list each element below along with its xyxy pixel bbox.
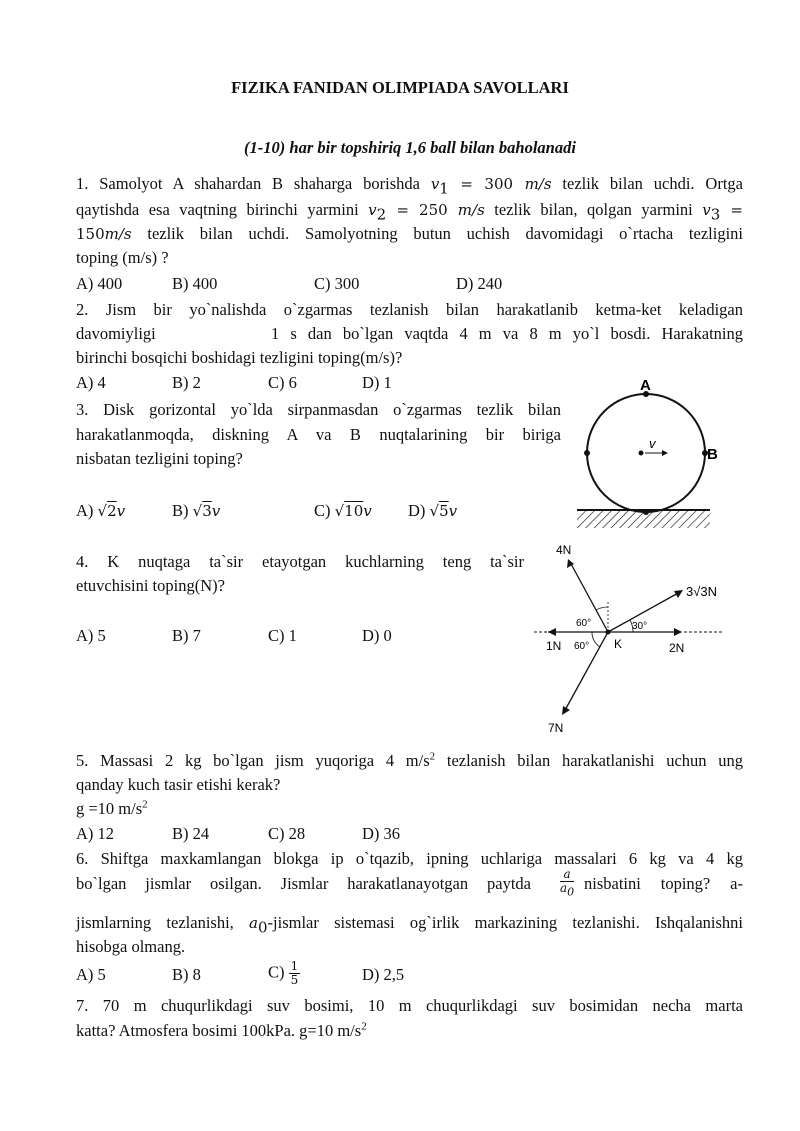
q5-line-3: g =10 $m/s^2$ bbox=[76, 798, 148, 818]
q5-line-2: qanday kuch tasir etishi kerak? bbox=[76, 775, 281, 794]
q5-option-d[interactable]: D) 36 bbox=[362, 824, 401, 843]
label-3sqrt3n: 3√3N bbox=[686, 584, 717, 599]
label-a: A bbox=[640, 377, 651, 394]
label-7n: 7N bbox=[548, 721, 564, 735]
q1-option-a[interactable]: A) 400 bbox=[76, 274, 123, 293]
point-k bbox=[606, 630, 611, 635]
q4-option-c[interactable]: C) 1 bbox=[268, 626, 297, 645]
q2-line-3: birinchi bosqichi boshidagi tezligini toping(m/s)? bbox=[76, 348, 403, 367]
label-b: B bbox=[707, 446, 718, 463]
disk-figure bbox=[565, 370, 725, 540]
q5-option-a[interactable]: A) 12 bbox=[76, 824, 115, 843]
q6-option-a[interactable]: A) 5 bbox=[76, 965, 106, 984]
q4-option-a[interactable]: A) 5 bbox=[76, 626, 106, 645]
q2-option-a[interactable]: A) 4 bbox=[76, 373, 106, 392]
q1-line-1: 1. Samolyot A shahardan B shaharga borishda $v_1 = 300$ m/s tezlik bilan uchdi. Ortga bbox=[76, 174, 743, 198]
force-1n-arrowhead bbox=[548, 628, 556, 636]
q2-option-b[interactable]: B) 2 bbox=[172, 373, 201, 392]
q1-option-b[interactable]: B) 400 bbox=[172, 274, 218, 293]
q3-option-d[interactable]: D) √5v bbox=[408, 501, 458, 520]
q2-line-2: davomiyligi 1 s dan bo`lgan vaqtda 4 m va 8 m yo`l bosdi. Harakatning bbox=[76, 324, 743, 343]
q6-option-c[interactable]: C) $\frac{1}{5}$ bbox=[268, 959, 299, 987]
point-bottom bbox=[643, 509, 649, 515]
q5-option-c[interactable]: C) 28 bbox=[268, 824, 306, 843]
q4-option-d[interactable]: D) 0 bbox=[362, 626, 392, 645]
force-2n-arrowhead bbox=[674, 628, 682, 636]
q7-line-2: katta? Atmosfera bosimi 100kPa. g=10 $m/s^2$ bbox=[76, 1020, 367, 1040]
q1-line-4: toping (m/s) ? bbox=[76, 248, 169, 267]
label-angle-60-bottom: 60° bbox=[574, 641, 590, 652]
label-2n: 2N bbox=[669, 641, 685, 655]
q2-option-c[interactable]: C) 6 bbox=[268, 373, 297, 392]
q3-option-b[interactable]: B) √3v bbox=[172, 501, 221, 520]
label-angle-60-top: 60° bbox=[576, 618, 592, 629]
q6-option-b[interactable]: B) 8 bbox=[172, 965, 201, 984]
point-left bbox=[584, 450, 590, 456]
q6-line-2: bo`lgan jismlar osilgan. Jismlar harakatlanayotgan paytda $\frac{a}{a_0}$ nisbatini toping? a- bbox=[76, 867, 743, 899]
q6-line-1: 6. Shiftga maxkamlangan blokga ip o`tqazib, ipning uchlariga massalari 6 kg va 4 kg bbox=[76, 849, 743, 868]
label-4n: 4N bbox=[556, 543, 572, 557]
page-title: FIZIKA FANIDAN OLIMPIADA SAVOLLARI bbox=[231, 78, 569, 97]
q1-option-d[interactable]: D) 240 bbox=[456, 274, 503, 293]
q1-line-2: qaytishda esa vaqtning birinchi yarmini $v_2 = 250$ m/s tezlik bilan, qolgan yarmini $v_3$ = bbox=[76, 200, 743, 224]
force-diagram bbox=[530, 540, 730, 740]
q4-option-b[interactable]: B) 7 bbox=[172, 626, 201, 645]
q7-line-1: 7. 70 m chuqurlikdagi suv bosimi, 10 m chuqurlikdagi suv bosimidan necha marta bbox=[76, 996, 743, 1015]
center-point bbox=[639, 451, 644, 456]
angle-arc-3 bbox=[592, 632, 600, 647]
q3-option-c[interactable]: C) √10v bbox=[314, 501, 372, 520]
label-v: v bbox=[649, 436, 656, 451]
q3-line-3: nisbatan tezligini toping? bbox=[76, 449, 243, 468]
q6-option-d[interactable]: D) 2,5 bbox=[362, 965, 405, 984]
page-subtitle: (1-10) har bir topshiriq 1,6 ball bilan baholanadi bbox=[244, 138, 576, 157]
q4-line-1: 4. K nuqtaga ta`sir etayotgan kuchlarning teng ta`sir bbox=[76, 552, 524, 571]
q2-option-d[interactable]: D) 1 bbox=[362, 373, 392, 392]
q1-option-c[interactable]: C) 300 bbox=[314, 274, 360, 293]
q3-option-a[interactable]: A) √2v bbox=[76, 501, 126, 520]
angle-arc-1 bbox=[596, 607, 608, 610]
q6-fraction: $\frac{a}{a_0}$ bbox=[560, 867, 575, 899]
q4-line-2: etuvchisini toping(N)? bbox=[76, 576, 225, 595]
q2-line-1: 2. Jism bir yo`nalishda o`zgarmas tezlanish bilan harakatlanib ketma-ket keladigan bbox=[76, 300, 743, 319]
label-angle-30: 30° bbox=[632, 621, 648, 632]
q5-option-b[interactable]: B) 24 bbox=[172, 824, 210, 843]
label-1n: 1N bbox=[546, 639, 562, 653]
q5-line-1: 5. Massasi 2 kg bo`lgan jism yuqoriga 4 $m/s^2$ tezlanish bilan harakatlanishi uchun ung bbox=[76, 750, 744, 770]
q3-line-1: 3. Disk gorizontal yo`lda sirpanmasdan o`zgarmas tezlik bilan bbox=[76, 400, 561, 419]
q6-line-4: hisobga olmang. bbox=[76, 937, 186, 956]
q6-line-3: jismlarning tezlanishi, $a_0$-jismlar sistemasi og`irlik markazining tezlanishi. Ishqalanishni bbox=[76, 913, 743, 937]
label-k: K bbox=[614, 637, 623, 651]
q3-line-2: harakatlanmoqda, diskning A va B nuqtalarining bir biriga bbox=[76, 425, 561, 444]
q1-line-3: 150m/s tezlik bilan uchdi. Samolyotning butun uchish davomidagi o`rtacha tezligini bbox=[76, 224, 743, 243]
velocity-arrowhead bbox=[662, 450, 668, 456]
